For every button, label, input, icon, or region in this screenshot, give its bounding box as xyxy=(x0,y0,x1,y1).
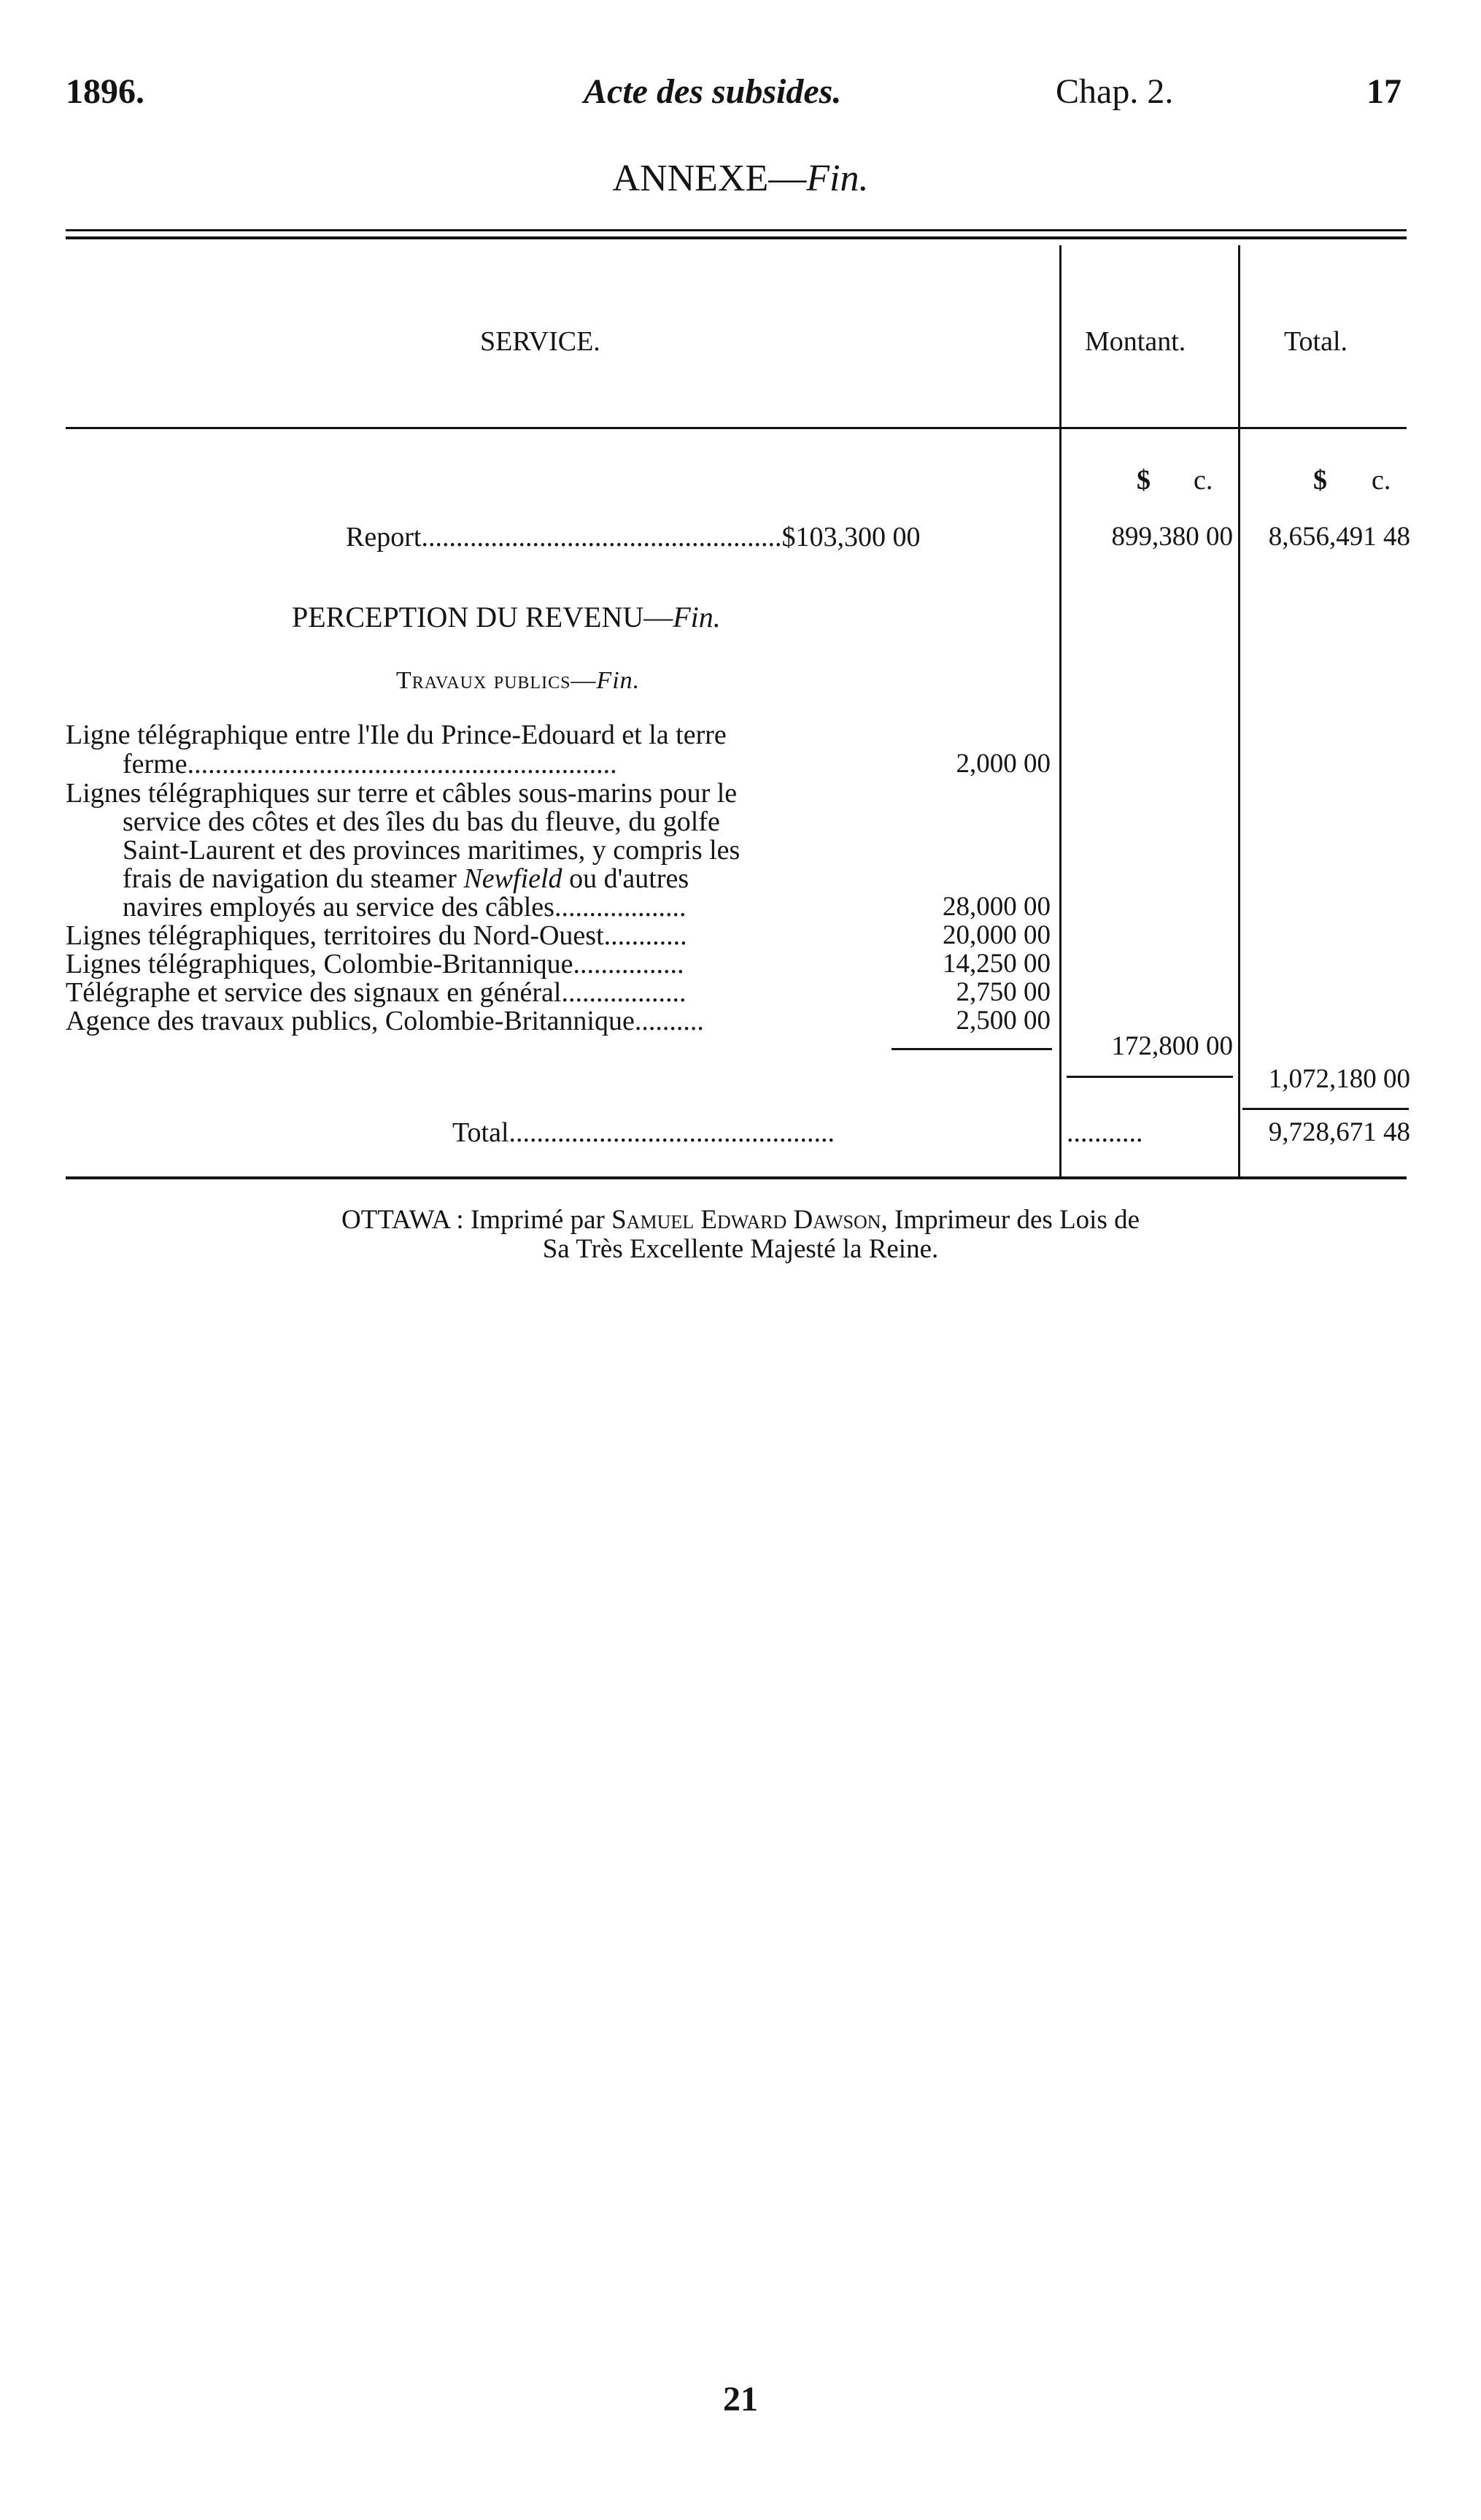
grand-total-value: 9,728,671 48 xyxy=(1268,1117,1410,1147)
montant-cents-sign: c. xyxy=(1194,465,1213,496)
item-2-line-5: navires employés au service des câbles................... xyxy=(123,892,687,922)
table-top-rule xyxy=(66,229,1407,231)
column-header-montant: Montant. xyxy=(1085,326,1186,357)
header-year: 1896. xyxy=(66,72,144,111)
total-cents-sign: c. xyxy=(1372,465,1391,496)
item-4-amount: 14,250 00 xyxy=(943,949,1051,979)
subtotal-montant: 172,800 00 xyxy=(1111,1031,1233,1061)
sub-amount-sum-rule xyxy=(892,1048,1052,1050)
imprint-line-1: OTTAWA : Imprimé par Samuel Edward Dawson, Imprimeur des Lois de xyxy=(341,1205,1140,1235)
report-row: Report....................................................$103,300 00 xyxy=(346,522,921,552)
total-dollar-sign: $ xyxy=(1313,465,1327,496)
annexe-title: ANNEXE—Fin. xyxy=(612,158,869,199)
subtotal-total: 1,072,180 00 xyxy=(1268,1064,1410,1094)
item-2-line-2: service des côtes et des îles du bas du fleuve, du golfe xyxy=(123,806,720,837)
page-number: 21 xyxy=(723,2380,758,2419)
total-sum-rule xyxy=(1242,1108,1409,1110)
item-4: Lignes télégraphiques, Colombie-Britannique................ xyxy=(66,949,684,979)
imprint-line-2: Sa Très Excellente Majesté la Reine. xyxy=(542,1234,939,1264)
header-title: Acte des subsides. xyxy=(584,72,842,111)
item-2-line-4: frais de navigation du steamer Newfield ou d'autres xyxy=(123,863,689,894)
item-5-amount: 2,750 00 xyxy=(956,977,1051,1007)
montant-sum-rule xyxy=(1067,1076,1233,1078)
column-header-total: Total. xyxy=(1284,326,1348,357)
column-header-service: SERVICE. xyxy=(480,326,600,357)
column-divider-2 xyxy=(1238,245,1240,1178)
table-top-rule-2 xyxy=(66,236,1407,239)
section-subtitle: Travaux publics—Fin. xyxy=(396,667,641,694)
item-3-amount: 20,000 00 xyxy=(943,920,1051,950)
grand-total-row: Total............................................... xyxy=(452,1117,835,1148)
header-page-number: 17 xyxy=(1366,72,1401,111)
report-montant: 899,380 00 xyxy=(1111,522,1233,552)
item-2-line-3: Saint-Laurent et des provinces maritimes, y compris les xyxy=(123,835,740,866)
column-divider-1 xyxy=(1059,245,1062,1178)
header-chapter: Chap. 2. xyxy=(1056,72,1174,111)
item-1-line-2: ferme.............................................................. xyxy=(123,749,617,779)
report-total: 8,656,491 48 xyxy=(1268,522,1410,552)
item-2-line-1: Lignes télégraphiques sur terre et câbles sous-marins pour le xyxy=(66,778,738,809)
section-title: PERCEPTION DU REVENU—Fin. xyxy=(292,601,721,633)
item-6-amount: 2,500 00 xyxy=(956,1006,1051,1036)
table-bottom-rule xyxy=(66,1176,1407,1179)
grand-total-montant-leader: ........... xyxy=(1067,1117,1143,1148)
item-5: Télégraphe et service des signaux en général.................. xyxy=(66,977,687,1008)
item-1-amount: 2,000 00 xyxy=(956,749,1051,779)
montant-dollar-sign: $ xyxy=(1137,465,1151,496)
item-1-line-1: Ligne télégraphique entre l'Ile du Prince-Edouard et la terre xyxy=(66,720,727,750)
header-bottom-rule xyxy=(66,427,1407,429)
item-2-amount: 28,000 00 xyxy=(943,892,1051,922)
item-3: Lignes télégraphiques, territoires du Nord-Ouest............ xyxy=(66,920,687,951)
item-6: Agence des travaux publics, Colombie-Britannique.......... xyxy=(66,1006,704,1036)
